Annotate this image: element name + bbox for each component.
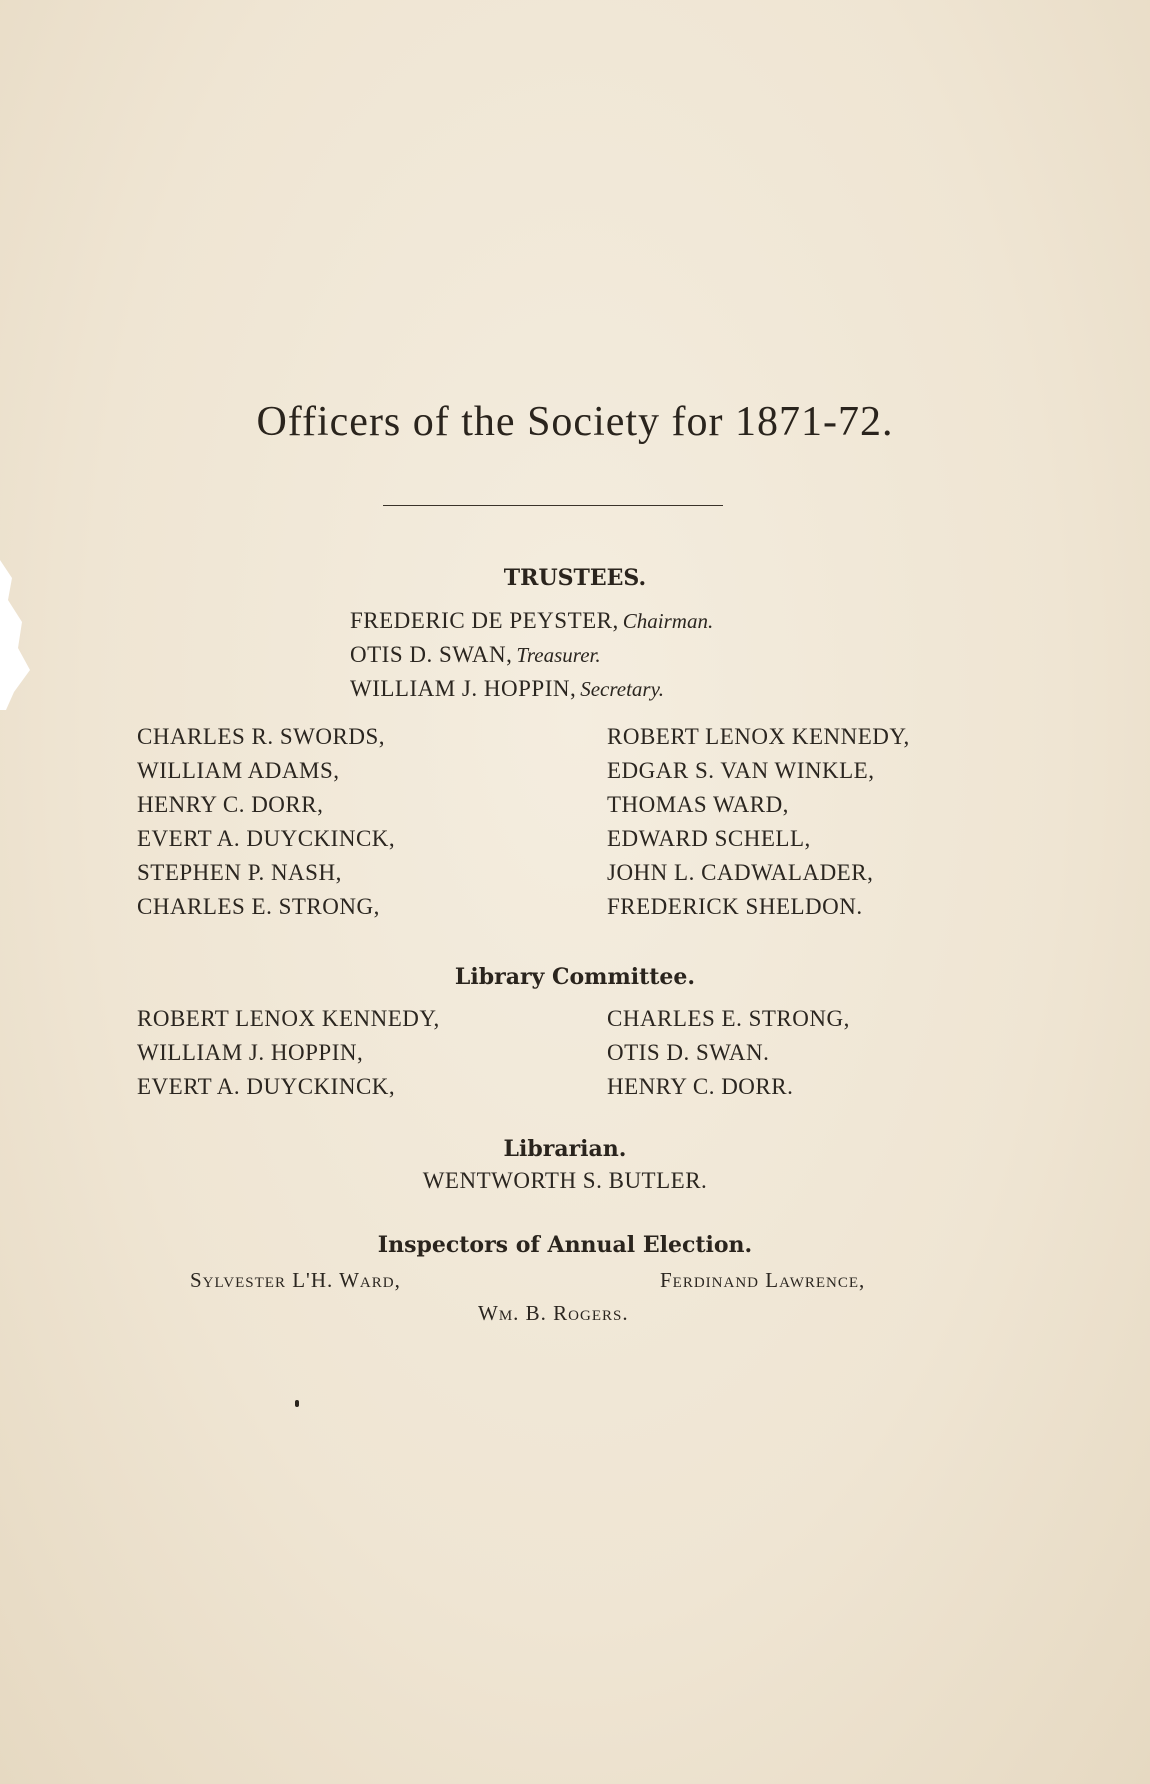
officer-role: Treasurer. <box>516 643 601 667</box>
inspector-name-left: Sylvester L'H. Ward, <box>190 1268 401 1292</box>
inspector-name-right: Ferdinand Lawrence, <box>660 1268 866 1292</box>
ink-speck <box>295 1400 299 1407</box>
committee-member-name: HENRY C. DORR. <box>607 1074 794 1099</box>
officer-name: WILLIAM J. HOPPIN, <box>350 676 577 701</box>
committee-member-name: CHARLES E. STRONG, <box>607 1006 850 1031</box>
trustee-name: EDGAR S. VAN WINKLE, <box>607 758 875 783</box>
trustee-officer-secretary <box>350 676 664 702</box>
trustee-name: FREDERICK SHELDON. <box>607 894 863 919</box>
officer-name: FREDERIC DE PEYSTER, <box>350 608 619 633</box>
trustees-heading: TRUSTEES. <box>503 565 647 591</box>
trustee-name: EVERT A. DUYCKINCK, <box>137 826 396 851</box>
librarian-heading: Librarian. <box>503 1136 627 1162</box>
inspector-name-center: Wm. B. Rogers. <box>478 1301 629 1325</box>
trustee-name: EDWARD SCHELL, <box>607 826 811 851</box>
trustee-name: WILLIAM ADAMS, <box>137 758 340 783</box>
committee-member-name: EVERT A. DUYCKINCK, <box>137 1074 396 1099</box>
inspectors-heading: Inspectors of Annual Election. <box>377 1232 753 1258</box>
trustee-name: HENRY C. DORR, <box>137 792 324 817</box>
officer-role: Secretary. <box>580 677 664 701</box>
trustee-name: JOHN L. CADWALADER, <box>607 860 874 885</box>
trustees-left-column <box>137 720 395 924</box>
trustee-officer-chairman <box>350 608 713 634</box>
committee-member-name: OTIS D. SWAN. <box>607 1040 770 1065</box>
trustee-officer-treasurer <box>350 642 601 668</box>
title-divider <box>383 505 723 506</box>
librarian-name: WENTWORTH S. BUTLER. <box>422 1168 708 1193</box>
committee-member-name: ROBERT LENOX KENNEDY, <box>137 1006 440 1031</box>
library-committee-left-column <box>137 1002 440 1104</box>
trustee-name: CHARLES R. SWORDS, <box>137 724 385 749</box>
committee-member-name: WILLIAM J. HOPPIN, <box>137 1040 364 1065</box>
library-committee-heading: Library Committee. <box>454 964 696 990</box>
trustee-name: CHARLES E. STRONG, <box>137 894 380 919</box>
trustee-name: ROBERT LENOX KENNEDY, <box>607 724 910 749</box>
officer-role: Chairman. <box>622 609 714 633</box>
officer-name: OTIS D. SWAN, <box>350 642 513 667</box>
library-committee-right-column <box>607 1002 850 1104</box>
trustee-name: THOMAS WARD, <box>607 792 789 817</box>
trustee-name: STEPHEN P. NASH, <box>137 860 342 885</box>
page-title: Officers of the Society for 1871-72. <box>256 399 894 445</box>
trustees-right-column <box>607 720 910 924</box>
